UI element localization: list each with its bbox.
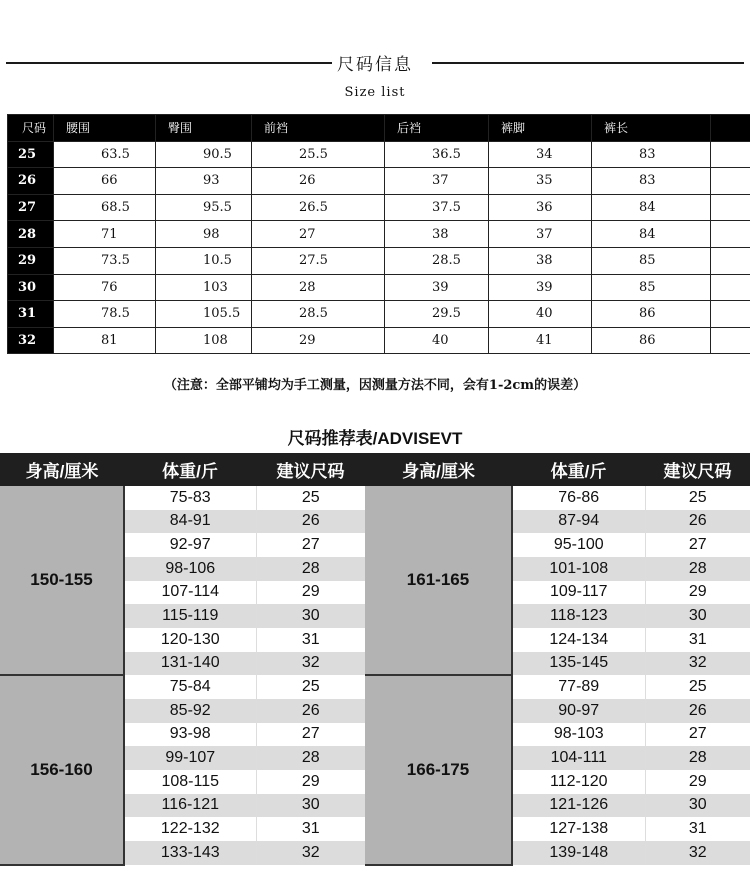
size-suggest-cell: 29 <box>256 770 365 794</box>
size-value-cell: 95.5 <box>156 194 252 221</box>
size-suggest-cell: 31 <box>256 817 365 841</box>
size-value-cell <box>711 221 750 248</box>
size-suggest-cell: 32 <box>256 652 365 676</box>
weight-cell: 85-92 <box>124 699 256 723</box>
size-label-cell: 32 <box>8 327 54 354</box>
size-value-cell: 34 <box>489 141 592 168</box>
weight-cell: 99-107 <box>124 746 256 770</box>
size-value-cell: 84 <box>592 221 711 248</box>
size-value-cell: 63.5 <box>54 141 156 168</box>
size-value-cell: 37 <box>489 221 592 248</box>
size-suggest-cell: 31 <box>256 628 365 652</box>
size-value-cell: 103 <box>156 274 252 301</box>
size-value-cell: 66 <box>54 168 156 195</box>
size-value-cell: 38 <box>489 247 592 274</box>
size-value-cell: 27.5 <box>252 247 385 274</box>
weight-cell: 112-120 <box>512 770 645 794</box>
size-value-cell: 10.5 <box>156 247 252 274</box>
height-range-cell: 156-160 <box>0 675 124 864</box>
size-suggest-cell: 29 <box>645 581 750 605</box>
weight-cell: 101-108 <box>512 557 645 581</box>
size-value-cell: 39 <box>385 274 489 301</box>
size-suggest-cell: 26 <box>256 510 365 534</box>
size-value-cell: 85 <box>592 247 711 274</box>
size-info-title: 尺码信息 <box>337 55 413 75</box>
weight-cell: 107-114 <box>124 581 256 605</box>
height-range-cell: 166-175 <box>365 675 512 864</box>
size-row <box>8 301 750 328</box>
size-value-cell: 25.5 <box>252 141 385 168</box>
weight-cell: 133-143 <box>124 841 256 865</box>
size-table <box>7 114 750 354</box>
size-value-cell: 41 <box>489 327 592 354</box>
size-value-cell: 36 <box>489 194 592 221</box>
size-value-cell: 84 <box>592 194 711 221</box>
size-value-cell: 27 <box>252 221 385 248</box>
size-header-cell: 前裆 <box>252 115 385 142</box>
size-label-cell: 26 <box>8 168 54 195</box>
size-suggest-cell: 28 <box>645 557 750 581</box>
size-value-cell: 37 <box>385 168 489 195</box>
weight-cell: 118-123 <box>512 604 645 628</box>
size-suggest-cell: 31 <box>645 817 750 841</box>
size-value-cell: 35 <box>489 168 592 195</box>
size-value-cell: 83 <box>592 168 711 195</box>
size-value-cell: 26.5 <box>252 194 385 221</box>
weight-cell: 109-117 <box>512 581 645 605</box>
weight-cell: 75-83 <box>124 486 256 510</box>
size-value-cell: 86 <box>592 327 711 354</box>
size-row <box>8 327 750 354</box>
size-table-header <box>8 115 750 142</box>
size-row <box>8 221 750 248</box>
size-value-cell: 36.5 <box>385 141 489 168</box>
size-value-cell <box>711 247 750 274</box>
size-suggest-cell: 27 <box>645 533 750 557</box>
size-header-cell: 腰围 <box>54 115 156 142</box>
size-header-cell: 裤脚 <box>489 115 592 142</box>
measurement-note: （注意：全部平铺均为手工测量，因测量方法不同，会有1-2cm的误差） <box>163 378 587 393</box>
size-suggest-cell: 26 <box>256 699 365 723</box>
size-suggest-cell: 30 <box>256 604 365 628</box>
weight-cell: 98-106 <box>124 557 256 581</box>
size-value-cell: 78.5 <box>54 301 156 328</box>
size-value-cell: 39 <box>489 274 592 301</box>
size-header-cell: 后裆 <box>385 115 489 142</box>
size-suggest-cell: 28 <box>256 557 365 581</box>
weight-cell: 98-103 <box>512 723 645 747</box>
size-value-cell <box>711 301 750 328</box>
size-value-cell: 40 <box>385 327 489 354</box>
size-value-cell: 26 <box>252 168 385 195</box>
weight-cell: 95-100 <box>512 533 645 557</box>
recommend-header-cell: 建议尺码 <box>645 453 750 486</box>
size-value-cell <box>711 274 750 301</box>
size-row <box>8 247 750 274</box>
recommend-header-cell: 体重/斤 <box>512 453 645 486</box>
weight-cell: 127-138 <box>512 817 645 841</box>
weight-cell: 121-126 <box>512 794 645 818</box>
recommend-header-cell: 身高/厘米 <box>0 453 124 486</box>
size-suggest-cell: 30 <box>645 604 750 628</box>
size-label-cell: 25 <box>8 141 54 168</box>
size-value-cell: 68.5 <box>54 194 156 221</box>
size-suggest-cell: 32 <box>645 652 750 676</box>
weight-cell: 116-121 <box>124 794 256 818</box>
size-row <box>8 168 750 195</box>
size-row <box>8 194 750 221</box>
weight-cell: 92-97 <box>124 533 256 557</box>
size-suggest-cell: 32 <box>645 841 750 865</box>
size-value-cell: 93 <box>156 168 252 195</box>
weight-cell: 108-115 <box>124 770 256 794</box>
size-header-cell: 臀围 <box>156 115 252 142</box>
height-range-cell: 150-155 <box>0 486 124 675</box>
size-suggest-cell: 28 <box>256 746 365 770</box>
size-suggest-cell: 26 <box>645 699 750 723</box>
size-value-cell: 98 <box>156 221 252 248</box>
recommend-header-cell: 体重/斤 <box>124 453 256 486</box>
weight-cell: 87-94 <box>512 510 645 534</box>
size-value-cell: 40 <box>489 301 592 328</box>
weight-cell: 122-132 <box>124 817 256 841</box>
size-label-cell: 31 <box>8 301 54 328</box>
weight-cell: 84-91 <box>124 510 256 534</box>
size-header-cell <box>711 115 750 142</box>
size-suggest-cell: 31 <box>645 628 750 652</box>
weight-cell: 120-130 <box>124 628 256 652</box>
size-value-cell: 81 <box>54 327 156 354</box>
size-value-cell: 90.5 <box>156 141 252 168</box>
size-value-cell: 28.5 <box>252 301 385 328</box>
size-label-cell: 29 <box>8 247 54 274</box>
size-suggest-cell: 25 <box>256 675 365 699</box>
weight-cell: 104-111 <box>512 746 645 770</box>
height-range-cell: 161-165 <box>365 486 512 675</box>
recommend-row <box>0 486 750 510</box>
size-suggest-cell: 28 <box>645 746 750 770</box>
size-value-cell: 73.5 <box>54 247 156 274</box>
recommend-table-header <box>0 453 750 486</box>
size-value-cell: 37.5 <box>385 194 489 221</box>
size-value-cell <box>711 194 750 221</box>
weight-cell: 139-148 <box>512 841 645 865</box>
size-suggest-cell: 30 <box>645 794 750 818</box>
size-label-cell: 28 <box>8 221 54 248</box>
size-row <box>8 274 750 301</box>
size-row <box>8 141 750 168</box>
size-suggest-cell: 27 <box>256 723 365 747</box>
size-value-cell: 76 <box>54 274 156 301</box>
weight-cell: 93-98 <box>124 723 256 747</box>
weight-cell: 135-145 <box>512 652 645 676</box>
size-info-subtitle: Size list <box>344 85 406 100</box>
size-value-cell <box>711 141 750 168</box>
size-suggest-cell: 25 <box>645 675 750 699</box>
size-value-cell: 105.5 <box>156 301 252 328</box>
size-value-cell: 108 <box>156 327 252 354</box>
size-header-cell: 尺码 <box>8 115 54 142</box>
weight-cell: 75-84 <box>124 675 256 699</box>
recommend-header-cell: 建议尺码 <box>256 453 365 486</box>
recommend-title: 尺码推荐表/ADVISEVT <box>287 429 463 448</box>
size-value-cell: 38 <box>385 221 489 248</box>
size-value-cell: 86 <box>592 301 711 328</box>
size-value-cell: 28 <box>252 274 385 301</box>
weight-cell: 124-134 <box>512 628 645 652</box>
size-suggest-cell: 25 <box>645 486 750 510</box>
recommend-table <box>0 453 750 866</box>
size-value-cell <box>711 168 750 195</box>
size-header-cell: 裤长 <box>592 115 711 142</box>
size-value-cell: 85 <box>592 274 711 301</box>
size-value-cell: 83 <box>592 141 711 168</box>
weight-cell: 90-97 <box>512 699 645 723</box>
size-value-cell <box>711 327 750 354</box>
size-suggest-cell: 25 <box>256 486 365 510</box>
size-suggest-cell: 27 <box>645 723 750 747</box>
weight-cell: 115-119 <box>124 604 256 628</box>
weight-cell: 131-140 <box>124 652 256 676</box>
size-suggest-cell: 26 <box>645 510 750 534</box>
size-value-cell: 29 <box>252 327 385 354</box>
size-suggest-cell: 29 <box>256 581 365 605</box>
size-suggest-cell: 29 <box>645 770 750 794</box>
size-value-cell: 28.5 <box>385 247 489 274</box>
size-suggest-cell: 32 <box>256 841 365 865</box>
size-value-cell: 71 <box>54 221 156 248</box>
size-suggest-cell: 30 <box>256 794 365 818</box>
size-value-cell: 29.5 <box>385 301 489 328</box>
weight-cell: 76-86 <box>512 486 645 510</box>
weight-cell: 77-89 <box>512 675 645 699</box>
size-suggest-cell: 27 <box>256 533 365 557</box>
recommend-row <box>0 675 750 699</box>
recommend-header-cell: 身高/厘米 <box>365 453 512 486</box>
size-label-cell: 30 <box>8 274 54 301</box>
size-label-cell: 27 <box>8 194 54 221</box>
